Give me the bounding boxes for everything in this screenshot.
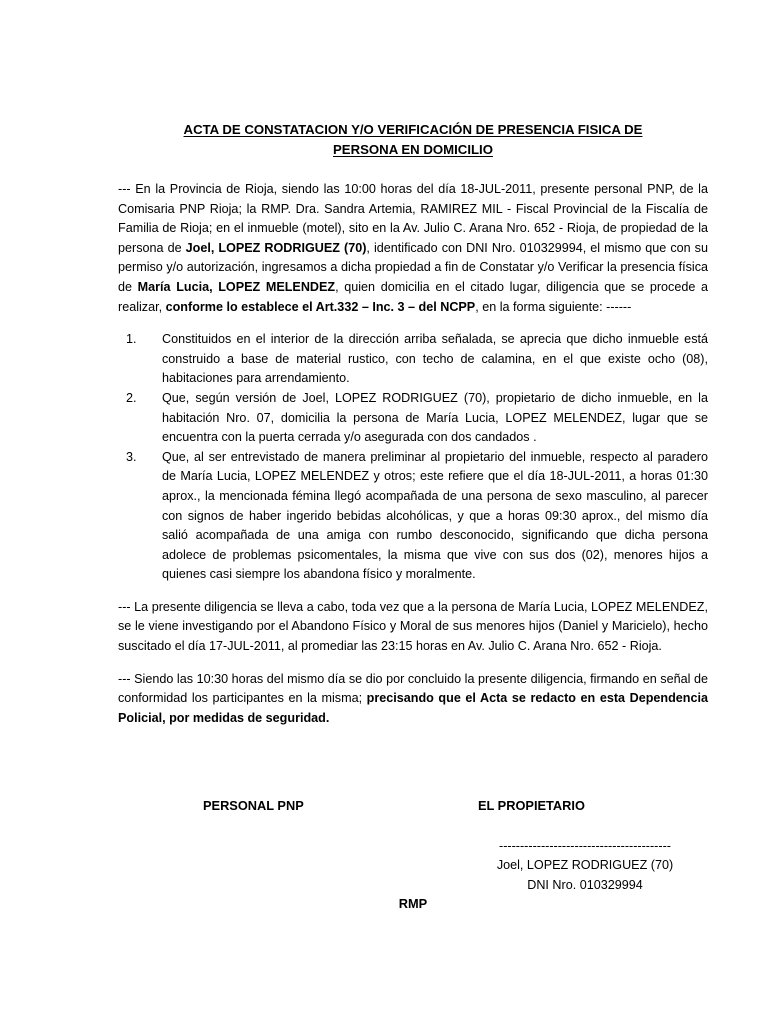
signature-line: -----------------------------------------: [499, 839, 671, 853]
closing-paragraph-2: [118, 670, 708, 729]
list-item: [118, 389, 708, 448]
closing-paragraph-1: --- La presente diligencia se lleva a cabo, toda vez que a la persona de María Lucia, LOPEZ MELENDEZ, se le viene investigando por el Abandono Físico y Moral de sus menores hijos (Daniel y Maricielo), hecho suscitado el día 17-JUL-2011, al promediar las 23:15 horas en Av. Julio C. Arana Nro. 652 - Rioja.: [118, 599, 708, 654]
signature-owner-details: [470, 838, 700, 895]
list-item: [118, 330, 708, 389]
signature-heading-propietario: EL PROPIETARIO: [478, 798, 585, 813]
intro-legal-reference: conforme lo establece el Art.332 – Inc. 3 – del NCPP: [165, 299, 476, 314]
findings-list: [118, 330, 708, 585]
list-item-number: 2.: [126, 390, 137, 405]
intro-segment-7: , en la forma siguiente: ------: [475, 299, 632, 314]
intro-owner-name: Joel, LOPEZ RODRIGUEZ (70): [185, 240, 367, 255]
list-item-text: Constituidos en el interior de la dirección arriba señalada, se aprecia que dicho inmueble está construido a base de material rustico, con techo de calamina, en el que existe ocho (08), habitaciones para arrendamiento.: [162, 332, 708, 386]
document-body: [118, 120, 708, 728]
signature-heading-personal-pnp: PERSONAL PNP: [203, 798, 304, 813]
intro-segment-3: , identificado con DNI Nro. 010329994, el mismo que con su permiso y/o autorización, ingresamos a dicha propiedad a fin de Constatar y/o Verificar la presencia física de: [118, 240, 708, 294]
page-title-line-2: PERSONA EN DOMICILIO: [333, 142, 493, 157]
page-title: [118, 120, 708, 160]
list-item-number: 3.: [126, 449, 137, 464]
intro-segment-5: , quien domicilia en el citado lugar, diligencia que se procede a realizar,: [118, 279, 708, 314]
intro-segment-1: --- En la Provincia de Rioja, siendo las 10:00 horas del día 18-JUL-2011, presente personal PNP, de la Comisaria PNP Rioja; la RMP. Dra. Sandra Artemia, RAMIREZ MIL - Fiscal Provincial de la Fiscalía de Familia de Rioja; en el inmueble (motel), sito en la Av. Julio C. Arana Nro. 652 - Rioja, de propiedad de la persona de: [118, 182, 708, 255]
list-item-number: 1.: [126, 332, 137, 347]
signature-owner-name: Joel, LOPEZ RODRIGUEZ (70): [496, 858, 674, 872]
intro-paragraph: [118, 180, 708, 317]
signature-headings: [118, 798, 708, 824]
page-title-line-1: ACTA DE CONSTATACION Y/O VERIFICACIÓN DE PRESENCIA FISICA DE: [183, 122, 643, 137]
signature-owner-dni: DNI Nro. 010329994: [527, 877, 643, 892]
closing-segment-1: --- Siendo las 10:30 horas del mismo día se dio por concluido la presente diligencia, firmando en señal de conformidad los participantes en la misma;: [118, 671, 708, 706]
intro-subject-name: María Lucia, LOPEZ MELENDEZ: [137, 279, 336, 294]
signature-rmp-label: RMP: [398, 896, 428, 911]
closing-emphasis: precisando que el Acta se redacto en esta Dependencia Policial, por medidas de seguridad.: [118, 691, 708, 725]
signature-block: [118, 798, 708, 928]
list-item-text: Que, al ser entrevistado de manera preliminar al propietario del inmueble, respecto al paradero de María Lucia, LOPEZ MELENDEZ y otros; este refiere que el día 18-JUL-2011, a horas 01:30 aprox., la mencionada fémina llegó acompañada de una persona de sexo masculino, al parecer con signos de haber ingerido bebidas alcohólicas, y que a horas 09:30 aprox., del mismo día salió acompañada de una amiga con rumbo desconocido, significando que dicha persona adolece de problemas psicomentales, la misma que vive con sus dos (02), menores hijos a quienes casi siempre los abandona físico y moralmente.: [162, 449, 708, 582]
list-item-text: Que, según versión de Joel, LOPEZ RODRIGUEZ (70), propietario de dicho inmueble, en la habitación Nro. 07, domicilia la persona de María Lucia, LOPEZ MELENDEZ, lugar que se encuentra con la puerta cerrada y/o asegurada con dos candados .: [162, 390, 708, 445]
list-item: [118, 448, 708, 585]
